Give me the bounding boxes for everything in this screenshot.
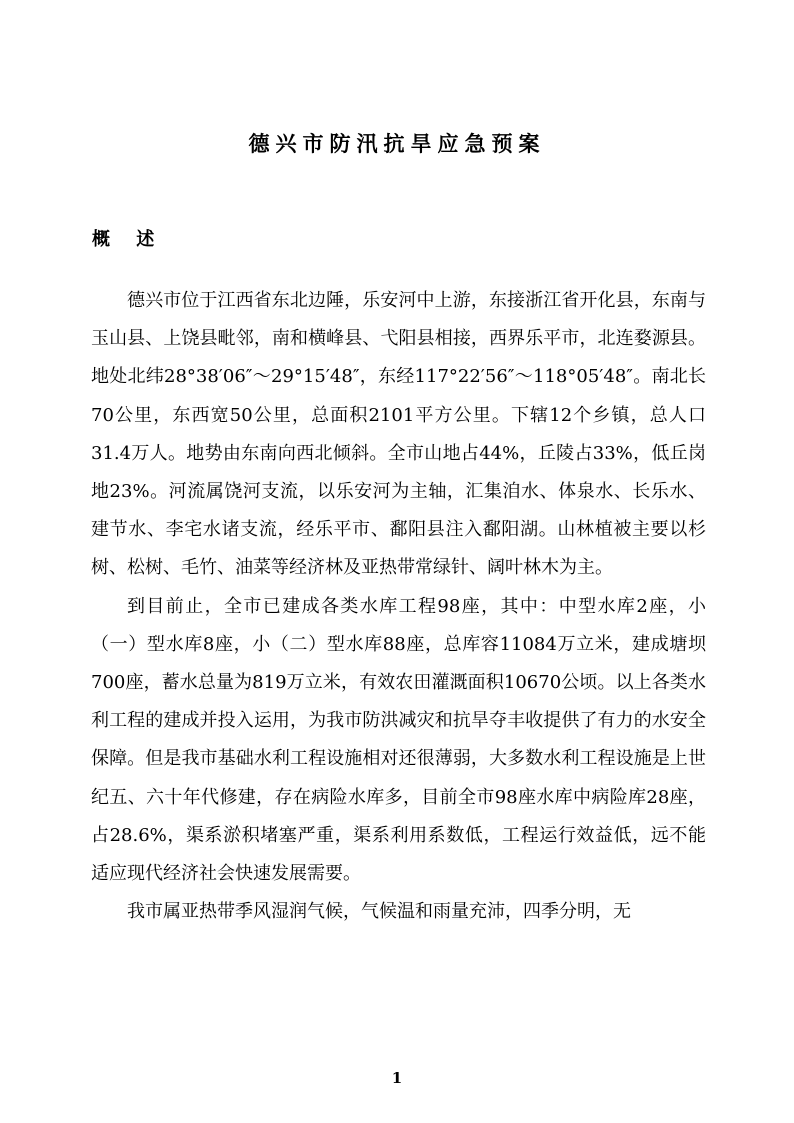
- page-number: 1: [391, 1069, 403, 1087]
- paragraph-water-projects: 到目前止，全市已建成各类水库工程98座，其中：中型水库2座，小（一）型水库8座，小（二）型水库88座，总库容11084万立米，建成塘坝700座，蓄水总量为819万立米，有效农田灌溉面积10670公顷。以上各类水利工程的建成并投入运用，为我市防洪减灾和抗旱夺丰收提供了有力的水安全保障。但是我市基础水利工程设施相对还很薄弱，大多数水利工程设施是上世纪五、六十年代修建，存在病险水库多，目前全市98座水库中病险库28座，占28.6%，渠系淤积堵塞严重，渠系利用系数低，工程运行效益低，远不能适应现代经济社会快速发展需要。: [91, 595, 706, 885]
- body-text: [91, 282, 706, 931]
- paragraph-climate: 我市属亚热带季风湿润气候，气候温和雨量充沛，四季分明，无: [127, 901, 631, 923]
- section-heading-overview: 概 述: [92, 229, 165, 250]
- paragraph-geography: 德兴市位于江西省东北边陲，乐安河中上游，东接浙江省开化县，东南与玉山县、上饶县毗邻，南和横峰县、弋阳县相接，西界乐平市，北连婺源县。地处北纬28°38′06″～29°15′48″，东经117°22′56″～118°05′48″。南北长70公里，东西宽50公里，总面积2101平方公里。下辖12个乡镇，总人口31.4万人。地势由东南向西北倾斜。全市山地占44%，丘陵占33%，低丘岗地23%。河流属饶河支流，以乐安河为主轴，汇集洎水、体泉水、长乐水、建节水、李宅水诸支流，经乐平市、鄱阳县注入鄱阳湖。山林植被主要以杉树、松树、毛竹、油菜等经济林及亚热带常绿针、阔叶林木为主。: [91, 290, 706, 579]
- document-title: 德兴市防汛抗旱应急预案: [248, 131, 546, 156]
